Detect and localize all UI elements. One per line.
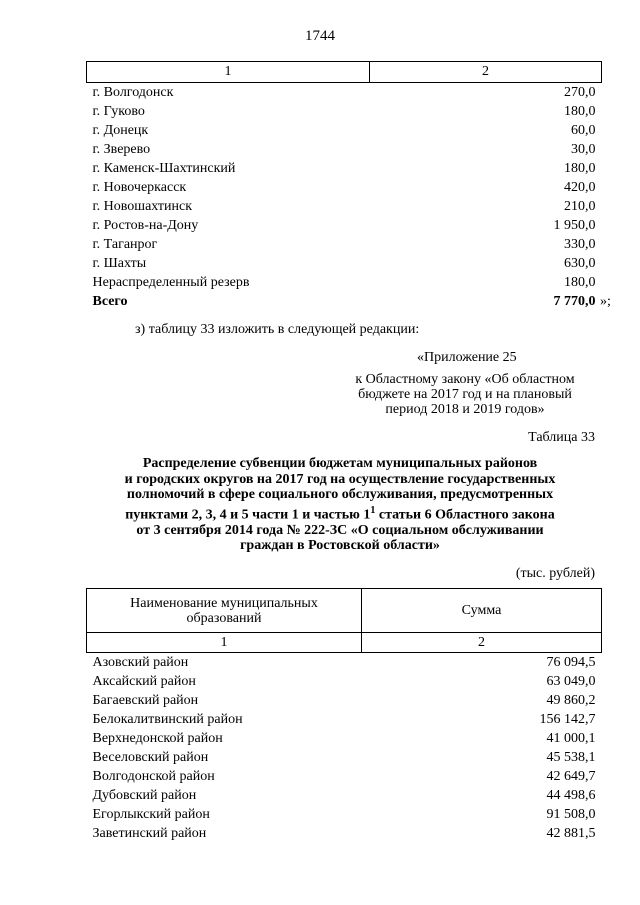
heading-line: и городских округов на 2017 год на осуществление государственных: [124, 471, 556, 487]
table-row: [87, 197, 602, 216]
table-row: [87, 273, 602, 292]
header-municipality: [87, 589, 362, 633]
table-row: [87, 83, 602, 103]
heading-line: полномочий в сфере социального обслуживания, предусмотренных: [126, 487, 554, 502]
row-value: 1 950,0: [553, 218, 596, 233]
row-value: 63 049,0: [546, 674, 596, 689]
amendment-instruction: з) таблицу 33 изложить в следующей редакции:: [135, 322, 420, 337]
row-value: 330,0: [564, 237, 596, 252]
row-name: Заветинский район: [92, 826, 207, 841]
row-value: 41 000,1: [546, 731, 596, 746]
row-name: Волгодонской район: [92, 769, 215, 784]
table-row: [87, 102, 602, 121]
row-value: 60,0: [571, 123, 596, 138]
table-header-row: [87, 589, 602, 633]
row-value: 76 094,5: [546, 655, 596, 670]
header-text: образований: [186, 610, 262, 626]
row-name: г. Новошахтинск: [92, 199, 193, 214]
row-name: г. Таганрог: [92, 237, 158, 252]
page-number: 1744: [305, 28, 335, 44]
column-number: 2: [370, 62, 602, 83]
table-row: [87, 786, 602, 805]
units-label: (тыс. рублей): [515, 566, 595, 581]
row-value: 45 538,1: [546, 750, 596, 765]
table-row: [87, 691, 602, 710]
row-value: 30,0: [571, 142, 596, 157]
heading-text: пунктами 2, 3, 4 и 5 части 1 и частью 1: [125, 507, 371, 523]
appendix-reference-line: период 2018 и 2019 годов»: [385, 402, 545, 417]
row-value: 156 142,7: [539, 712, 596, 727]
row-value: 210,0: [564, 199, 596, 214]
row-name: Белокалитвинский район: [92, 712, 243, 727]
total-label: Всего: [92, 294, 128, 309]
row-value: 42 881,5: [546, 826, 596, 841]
table-row: [87, 805, 602, 824]
appendix-reference-line: к Областному закону «Об областном: [355, 372, 575, 387]
table-row: [87, 121, 602, 140]
row-value: 270,0: [564, 85, 596, 100]
row-name: Багаевский район: [92, 693, 199, 708]
row-name: г. Гуково: [92, 104, 145, 119]
row-value: 630,0: [564, 256, 596, 271]
heading-line: [90, 503, 590, 523]
row-name: г. Зверево: [92, 142, 151, 157]
row-name: Егорлыкский район: [92, 807, 210, 822]
row-value: 91 508,0: [546, 807, 596, 822]
table-heading: [90, 456, 590, 554]
subvention-table: [86, 588, 602, 843]
table-row: [87, 767, 602, 786]
table-row: [87, 216, 602, 235]
row-value: 180,0: [564, 161, 596, 176]
row-value: 420,0: [564, 180, 596, 195]
column-number: 1: [87, 62, 370, 83]
row-name: г. Шахты: [92, 256, 147, 271]
header-text: Наименование муниципальных: [130, 595, 318, 611]
row-name: Дубовский район: [92, 788, 197, 803]
row-value: 180,0: [564, 104, 596, 119]
table-row: [87, 235, 602, 254]
column-number: 1: [87, 633, 362, 653]
row-name: г. Ростов-на-Дону: [92, 218, 199, 233]
row-value: 44 498,6: [546, 788, 596, 803]
row-value: 180,0: [564, 275, 596, 290]
table-row: [87, 824, 602, 843]
table-row: [87, 710, 602, 729]
table-row: [87, 748, 602, 767]
closing-quote: »;: [600, 294, 611, 309]
row-name: г. Каменск-Шахтинский: [92, 161, 236, 176]
appendix-reference-line: бюджете на 2017 год и на плановый: [358, 387, 572, 402]
row-name: Веселовский район: [92, 750, 209, 765]
heading-line: от 3 сентября 2014 года № 222-ЗС «О социальном обслуживании: [136, 522, 544, 538]
row-name: г. Волгодонск: [92, 85, 174, 100]
table-row: [87, 653, 602, 673]
table-label: Таблица 33: [528, 430, 595, 445]
row-name: г. Донецк: [92, 123, 149, 138]
total-value: 7 770,0: [553, 294, 596, 309]
row-name: Азовский район: [92, 655, 189, 670]
row-name: г. Новочеркасск: [92, 180, 187, 195]
column-number: 2: [362, 633, 602, 653]
table-row: [87, 729, 602, 748]
header-sum: Сумма: [362, 589, 602, 633]
row-name: Аксайский район: [92, 674, 196, 689]
table-header-row: [87, 62, 602, 83]
row-value: 42 649,7: [546, 769, 596, 784]
table-row: [87, 672, 602, 691]
table-row: [87, 159, 602, 178]
heading-line: граждан в Ростовской области»: [240, 538, 440, 554]
appendix-title: «Приложение 25: [417, 350, 517, 365]
total-row: [87, 292, 602, 311]
table-row: [87, 178, 602, 197]
heading-text: статьи 6 Областного закона: [375, 507, 555, 523]
table-row: [87, 140, 602, 159]
appendix-reference: [330, 372, 600, 417]
table-number-row: [87, 633, 602, 653]
row-name: Нераспределенный резерв: [92, 275, 250, 290]
superscript: 1: [370, 504, 376, 516]
table-continuation: [86, 61, 602, 311]
table-row: [87, 254, 602, 273]
row-name: Верхнедонской район: [92, 731, 223, 746]
row-value: 49 860,2: [546, 693, 596, 708]
heading-line: Распределение субвенции бюджетам муниципальных районов: [142, 456, 538, 471]
